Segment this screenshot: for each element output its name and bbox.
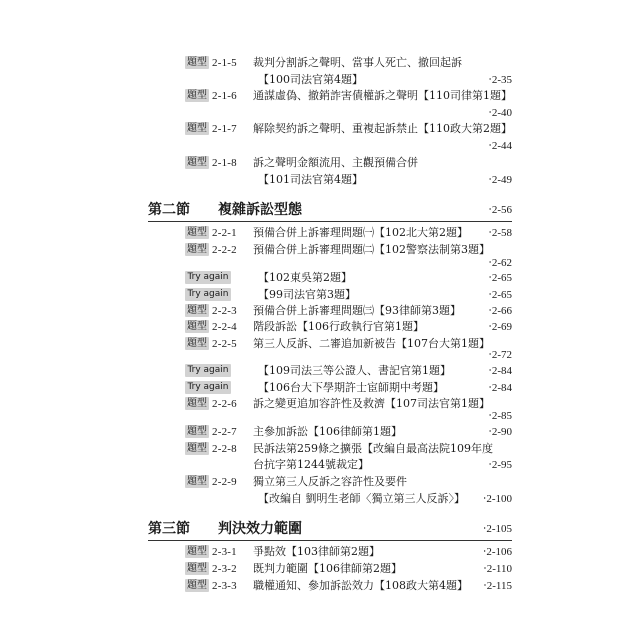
- toc-entry-2-3-1[interactable]: [0, 544, 640, 560]
- toc-entry-line[interactable]: [0, 138, 640, 154]
- try-again-badge: Try again: [185, 288, 231, 301]
- entry-title: 預備合併上訴審理問題㈡【102警察法制第3題】: [253, 243, 490, 256]
- entry-page: ‧2-49: [488, 174, 512, 186]
- entry-page: ‧2-84: [488, 365, 512, 377]
- question-type-badge: 題型: [187, 157, 207, 168]
- entry-source: 【改編自 劉明生老師〈獨立第三人反訴〉】: [258, 492, 465, 505]
- entry-title: 通謀虛偽、撤銷詐害債權訴之聲明【110司律第1題】: [253, 89, 512, 102]
- question-type-badge: 題型: [187, 546, 207, 557]
- entry-code: 2-2-5: [212, 338, 237, 350]
- question-type-badge: 題型: [187, 321, 207, 332]
- toc-entry-line[interactable]: [0, 457, 640, 473]
- toc-entry-2-1-5[interactable]: [0, 55, 640, 71]
- entry-code: 2-3-2: [212, 563, 237, 575]
- toc-entry-line[interactable]: [0, 491, 640, 507]
- try-again-badge: Try again: [185, 271, 231, 284]
- entry-title: 職權通知、參加訴訟效力【108政大第4題】: [253, 579, 468, 592]
- toc-entry-2-2-3[interactable]: [0, 303, 640, 319]
- entry-code: 2-2-8: [212, 443, 237, 455]
- question-type-badge: 題型: [187, 123, 207, 134]
- question-type-badge: 題型: [187, 338, 207, 349]
- entry-title: 訴之變更追加容許性及救濟【107司法官第1題】: [253, 397, 490, 410]
- entry-source: 【100司法官第4題】: [258, 73, 363, 86]
- entry-page: ‧2-106: [482, 546, 512, 558]
- entry-code: 2-2-1: [212, 227, 237, 239]
- question-type-badge: 題型: [187, 580, 207, 591]
- entry-title-continued: 台抗字第1244號裁定】: [253, 458, 369, 471]
- section-divider: [148, 221, 512, 222]
- entry-title: 解除契約訴之聲明、重複起訴禁止【110政大第2題】: [253, 122, 512, 135]
- entry-title: 既判力範圍【106律師第2題】: [253, 562, 402, 575]
- entry-page: ‧2-65: [488, 272, 512, 284]
- question-type-badge: 題型: [187, 398, 207, 409]
- question-type-badge: 題型: [187, 476, 207, 487]
- entry-title: 訴之聲明金額流用、主觀預備合併: [253, 156, 418, 169]
- toc-entry-2-2-9[interactable]: [0, 474, 640, 490]
- toc-entry-2-1-6[interactable]: [0, 88, 640, 104]
- toc-entry-try-again[interactable]: [0, 270, 640, 286]
- entry-code: 2-2-6: [212, 398, 237, 410]
- question-type-badge: 題型: [187, 305, 207, 316]
- section-page: ‧2-105: [482, 523, 512, 535]
- entry-page: ‧2-65: [488, 289, 512, 301]
- toc-entry-try-again[interactable]: [0, 380, 640, 396]
- entry-title: 爭點效【103律師第2題】: [253, 545, 380, 558]
- entry-page: ‧2-110: [483, 563, 512, 575]
- toc-entry-try-again[interactable]: [0, 287, 640, 303]
- entry-code: 2-2-2: [212, 244, 237, 256]
- entry-page: ‧2-69: [488, 321, 512, 333]
- try-again-badge: Try again: [185, 364, 231, 377]
- entry-page: ‧2-44: [488, 140, 512, 152]
- toc-entry-line[interactable]: [0, 72, 640, 88]
- question-type-badge: 題型: [187, 57, 207, 68]
- entry-code: 2-1-8: [212, 157, 237, 169]
- toc-entry-line[interactable]: [0, 347, 640, 363]
- entry-title: 階段訴訟【106行政執行官第1題】: [253, 320, 424, 333]
- section-label: 第三節: [148, 521, 190, 537]
- question-type-badge: 題型: [187, 90, 207, 101]
- entry-source: 【101司法官第4題】: [258, 173, 363, 186]
- toc-entry-2-2-4[interactable]: [0, 319, 640, 335]
- entry-page: ‧2-85: [488, 410, 512, 422]
- entry-page: ‧2-40: [488, 107, 512, 119]
- toc-entry-2-2-8[interactable]: [0, 441, 640, 457]
- toc-entry-line[interactable]: [0, 105, 640, 121]
- section-divider: [148, 540, 512, 541]
- section-title: 複雜訴訟型態: [218, 202, 302, 218]
- entry-code: 2-1-7: [212, 123, 237, 135]
- entry-code: 2-3-3: [212, 580, 237, 592]
- toc-entry-2-3-3[interactable]: [0, 578, 640, 594]
- entry-page: ‧2-84: [488, 382, 512, 394]
- toc-entry-line[interactable]: [0, 408, 640, 424]
- section-title: 判決效力範圍: [218, 521, 302, 537]
- toc-entry-2-2-1[interactable]: [0, 225, 640, 241]
- entry-page: ‧2-66: [488, 305, 512, 317]
- toc-entry-2-1-7[interactable]: [0, 121, 640, 137]
- entry-title: 第三人反訴、二審追加新被告【107台大第1題】: [253, 337, 490, 350]
- toc-entry-2-1-8[interactable]: [0, 155, 640, 171]
- toc-entry-line[interactable]: [0, 172, 640, 188]
- entry-title: 預備合併上訴審理問題㈢【93律師第3題】: [253, 304, 461, 317]
- entry-title: 【109司法三等公證人、書記官第1題】: [258, 364, 451, 377]
- toc-entry-2-2-7[interactable]: [0, 424, 640, 440]
- entry-title: 預備合併上訴審理問題㈠【102北大第2題】: [253, 226, 468, 239]
- entry-code: 2-2-3: [212, 305, 237, 317]
- entry-title: 獨立第三人反訴之容許性及要件: [253, 475, 407, 488]
- entry-title: 裁判分割訴之聲明、當事人死亡、撤回起訴: [253, 56, 462, 69]
- section-page: ‧2-56: [488, 204, 512, 216]
- question-type-badge: 題型: [187, 443, 207, 454]
- toc-entry-try-again[interactable]: [0, 363, 640, 379]
- try-again-badge: Try again: [185, 381, 231, 394]
- question-type-badge: 題型: [187, 244, 207, 255]
- question-type-badge: 題型: [187, 227, 207, 238]
- entry-page: ‧2-90: [488, 426, 512, 438]
- toc-entry-2-3-2[interactable]: [0, 561, 640, 577]
- entry-page: ‧2-95: [488, 459, 512, 471]
- entry-code: 2-2-7: [212, 426, 237, 438]
- entry-page: ‧2-100: [482, 493, 512, 505]
- question-type-badge: 題型: [187, 563, 207, 574]
- section-heading-2[interactable]: [0, 199, 640, 221]
- entry-title: 【99司法官第3題】: [258, 288, 356, 301]
- entry-title: 【106台大下學期許士宦師期中考題】: [258, 381, 444, 394]
- entry-title: 主參加訴訟【106律師第1題】: [253, 425, 402, 438]
- entry-code: 2-1-6: [212, 90, 237, 102]
- entry-page: ‧2-35: [488, 74, 512, 86]
- entry-page: ‧2-115: [483, 580, 512, 592]
- section-label: 第二節: [148, 202, 190, 218]
- entry-code: 2-2-9: [212, 476, 237, 488]
- entry-title: 【102東吳第2題】: [258, 271, 352, 284]
- entry-code: 2-3-1: [212, 546, 237, 558]
- question-type-badge: 題型: [187, 426, 207, 437]
- section-heading-3[interactable]: [0, 518, 640, 540]
- toc-entry-line[interactable]: [0, 255, 640, 271]
- entry-code: 2-2-4: [212, 321, 237, 333]
- entry-page: ‧2-72: [488, 349, 512, 361]
- entry-code: 2-1-5: [212, 57, 237, 69]
- entry-page: ‧2-62: [488, 257, 512, 269]
- entry-title: 民訴法第259條之擴張【改編自最高法院109年度: [253, 442, 493, 455]
- entry-page: ‧2-58: [488, 227, 512, 239]
